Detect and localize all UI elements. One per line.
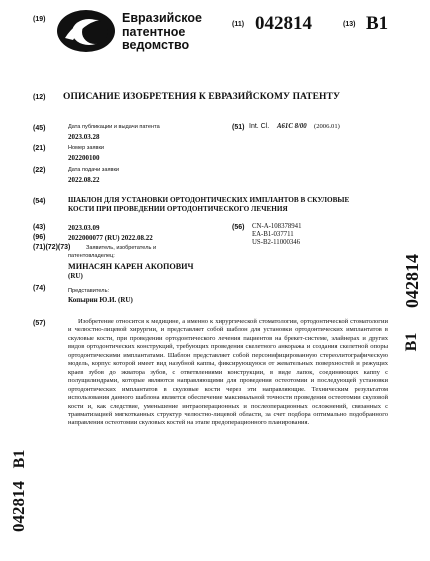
patent-number: 042814 (255, 13, 312, 34)
label-45: Дата публикации и выдачи патента (68, 124, 160, 130)
value-51-class: A61C 8/00 (277, 123, 307, 130)
office-name-line-2: патентное (122, 24, 186, 39)
citation-3: US-B2-11000346 (252, 239, 301, 247)
side-kind-left: B1 (11, 449, 28, 469)
inventor-name: МИНАСЯН КАРЕН АКОПОВИЧ (68, 262, 194, 271)
value-22: 2022.08.22 (68, 176, 100, 184)
abstract-text: Изобретение относится к медицине, а именно к хирургической стоматологии, ортодонтической стоматологии и челюстно-лицевой хирургии, и представляет собой шаблон для установки ортодонтических имплантатов в скуловые кости, при проведении ортодонтического лечения пациентов на брекет-системе, элайнерах и других видов ортодонтических конструкций, требующих проведения скелетного анкоража и создания скелетной опоры ортодонтическими имплантатами. Шаблон представляет собой персонифицированную стереолитографическую модель, корпус которой имеет вид назубной каппы, фиксирующуюся от жевательных поверхностей и режущих краев зубов до экватора зубов, с ответвлениями конструкции, в виде лапок, соединяющих каппу с полущилиндрами, которые являются направляющими для проведения остеотомии и последующей установки ортодонтических имплантатов в скуловые кости через эти направляющие. Техническим результатом использования данного шаблона является обеспечение максимальной точности проведения остеотомии скуловой кости и, как следствие, уменьшение интраоперационных и послеоперационных осложнений, связанных с травматизацией мягкотканных структур челюстно-лицевой области, за счет подбора оптимально подобранного направления остеотомии скуловых костей на этапе предоперационного планирования. (68, 318, 388, 427)
label-71-line-1: Заявитель, изобретатель и (86, 245, 157, 251)
citation-2: EA-B1-037711 (252, 231, 294, 239)
invention-title-line-1: ШАБЛОН ДЛЯ УСТАНОВКИ ОРТОДОНТИЧЕСКИХ ИМПЛАНТОВ В СКУЛОВЫЕ (68, 196, 350, 204)
code-71-72-73: (71)(72)(73) (33, 244, 71, 251)
value-96: 2022000077 (RU) 2022.08.22 (68, 234, 153, 242)
code-56: (56) (232, 224, 245, 231)
code-51: (51) (232, 124, 245, 131)
value-21: 202200100 (68, 154, 100, 162)
code-45: (45) (33, 125, 46, 132)
code-21: (21) (33, 145, 46, 152)
representative: Копырин Ю.И. (RU) (68, 296, 133, 304)
side-number-left: 042814 (9, 481, 28, 532)
label-22: Дата подачи заявки (68, 167, 120, 173)
value-43: 2023.03.09 (68, 224, 100, 232)
invention-title (68, 196, 349, 214)
inventor-country: (RU) (68, 272, 83, 280)
label-74: Представитель: (68, 288, 110, 294)
eapo-logo-icon (55, 8, 117, 54)
side-number-right: 042814 (402, 254, 422, 308)
citation-1: CN-A-108378941 (252, 223, 302, 230)
code-96: (96) (33, 234, 46, 241)
office-name-line-3: ведомство (122, 38, 190, 52)
label-51: Int. Cl. (249, 123, 270, 130)
office-name-line-1: Евразийское (122, 11, 202, 25)
code-11: (11) (232, 21, 245, 28)
code-54: (54) (33, 198, 46, 205)
invention-title-line-2: КОСТИ ПРИ ПРОВЕДЕНИИ ОРТОДОНТИЧЕСКОГО ЛЕЧЕНИЯ (68, 205, 288, 213)
label-71-line-2: патентовладелец: (68, 253, 115, 259)
label-21: Номер заявки (68, 145, 105, 151)
value-45: 2023.03.28 (68, 133, 100, 141)
code-22: (22) (33, 167, 46, 174)
code-19: (19) (33, 16, 46, 23)
citations-list (252, 223, 301, 248)
document-title: ОПИСАНИЕ ИЗОБРЕТЕНИЯ К ЕВРАЗИЙСКОМУ ПАТЕНТУ (63, 92, 341, 102)
side-kind-right: B1 (403, 332, 420, 352)
value-51-date: (2006.01) (314, 123, 340, 130)
code-13: (13) (343, 21, 356, 28)
code-74: (74) (33, 285, 46, 292)
code-57: (57) (33, 320, 46, 327)
code-43: (43) (33, 224, 46, 231)
office-name (122, 12, 202, 53)
kind-code: B1 (366, 13, 389, 34)
code-12: (12) (33, 94, 46, 101)
